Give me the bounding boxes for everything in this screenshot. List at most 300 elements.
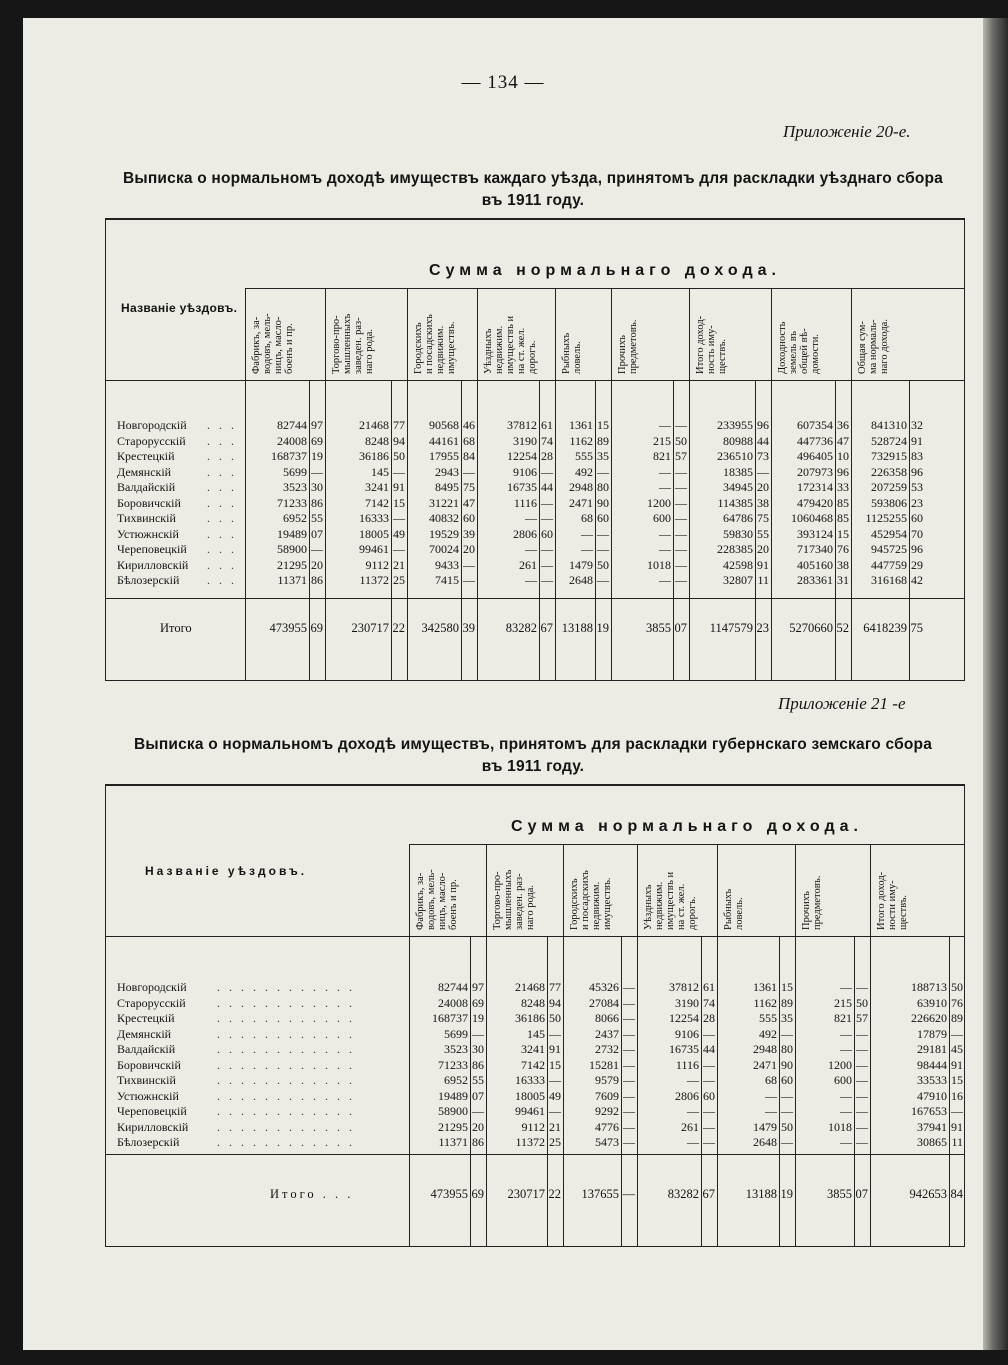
kopecks-value: 83	[911, 449, 923, 463]
rubles-value: —	[659, 480, 671, 494]
kopecks-value: 11	[757, 573, 769, 587]
page-number: — 134 —	[461, 72, 545, 93]
rubles-value: 841310	[871, 418, 907, 432]
kopecks-value: 15	[837, 526, 849, 541]
rubles-value: 236510	[717, 449, 753, 463]
rubles-value: 40832	[429, 511, 459, 525]
rubles-value: —	[659, 542, 671, 556]
kopecks-value: —	[623, 1057, 635, 1072]
rubles-value: —	[581, 542, 593, 556]
rubles-value: 168737	[432, 1011, 468, 1025]
kopecks-value: 60	[541, 526, 553, 541]
rubles-value: 24008	[277, 433, 307, 448]
kopecks-value: 50	[856, 995, 868, 1010]
rubles-value: —	[659, 464, 671, 479]
kopecks-value: —	[856, 1073, 868, 1087]
kopecks-value: 74	[703, 995, 715, 1010]
kopecks-value: 25	[393, 573, 405, 587]
leader-dots: . . .	[207, 418, 237, 432]
kopecks-value: 16	[951, 1088, 963, 1103]
district-name: Череповецкiй	[117, 1104, 187, 1118]
leader-dots: . . .	[207, 449, 237, 463]
kopecks-value: 35	[597, 449, 609, 463]
total-rule	[105, 598, 965, 599]
rubles-value: 11372	[515, 1135, 545, 1149]
rubles-value: 9106	[513, 464, 537, 479]
rubles-value: 145	[527, 1026, 545, 1041]
rubles-value: —	[840, 1135, 852, 1149]
appendix-20-label: Приложенiе 20-е.	[783, 122, 911, 141]
kopecks-value: 15	[951, 1073, 963, 1087]
leader-dots: . . .	[207, 526, 237, 541]
rubles-value: 37812	[507, 418, 537, 432]
table-row	[105, 1011, 965, 1025]
kopecks-value: 28	[703, 1011, 715, 1025]
table-row	[105, 558, 965, 572]
kopecks-value: —	[703, 1135, 715, 1149]
kopecks-value: 94	[393, 433, 405, 448]
leader-dots: . . . . . . . . . . . .	[217, 1088, 355, 1103]
rubles-value: 3523	[283, 480, 307, 494]
kopecks-value: —	[781, 1026, 793, 1041]
table-row	[105, 449, 965, 463]
rubles-value: 226620	[911, 1011, 947, 1025]
rubles-value: 114385	[717, 495, 753, 510]
kopecks-value: 84	[950, 1187, 963, 1201]
table-row	[105, 542, 965, 556]
kopecks-value: —	[463, 557, 475, 572]
kopecks-value: 97	[311, 418, 323, 432]
leader-dots: . . .	[207, 511, 237, 525]
kopecks-value: 20	[757, 480, 769, 494]
table-bottom-rule	[105, 680, 965, 681]
rubles-value: 283361	[797, 573, 833, 587]
rubles-value: 1147579	[709, 621, 753, 635]
table-row	[105, 1120, 965, 1134]
rubles-value: 261	[681, 1119, 699, 1134]
kopecks-value: 22	[548, 1187, 561, 1201]
rubles-value: 2437	[595, 1026, 619, 1041]
rubles-value: 1162	[753, 995, 777, 1010]
column-header: Городскихъ и посадскихъ недвижим. имуществъ.	[569, 870, 613, 930]
column-header: Уѣздныхъ недвижим. имуществъ и на ст. жел. дорогъ.	[483, 315, 538, 374]
sum-title: Сумма нормальнаго дохода.	[511, 818, 863, 835]
table-total-row	[105, 621, 965, 635]
kopecks-value: 91	[911, 433, 923, 448]
rubles-value: 5699	[283, 464, 307, 479]
kopecks-value: 85	[837, 511, 849, 525]
kopecks-value: 86	[472, 1135, 484, 1149]
sum-title: Сумма нормальнаго дохода.	[429, 262, 781, 279]
table-row	[105, 1089, 965, 1103]
rubles-value: —	[765, 1088, 777, 1103]
table-row	[105, 527, 965, 541]
rubles-value: 33533	[917, 1073, 947, 1087]
kopecks-value: 29	[911, 557, 923, 572]
rubles-value: 30865	[917, 1135, 947, 1149]
kopecks-value: 97	[472, 980, 484, 994]
kopecks-value: —	[703, 1104, 715, 1118]
document-page	[23, 18, 983, 1350]
kopecks-value: 69	[311, 433, 323, 448]
rubles-value: 1479	[753, 1119, 777, 1134]
kopecks-value: 69	[310, 621, 323, 635]
rubles-value: 1125255	[865, 511, 907, 525]
district-name: Кирилловскiй	[117, 557, 189, 572]
kopecks-value: —	[856, 1088, 868, 1103]
kopecks-value: 20	[757, 542, 769, 556]
rubles-value: 145	[371, 464, 389, 479]
kopecks-value: 50	[781, 1119, 793, 1134]
kopecks-value: 96	[757, 418, 769, 432]
district-name: Тихвинскiй	[117, 1073, 176, 1087]
book-spine	[983, 18, 1008, 1350]
kopecks-value: 73	[757, 449, 769, 463]
rubles-value: 168737	[271, 449, 307, 463]
district-name: Демянскiй	[117, 464, 172, 479]
rubles-value: 9579	[595, 1073, 619, 1087]
rubles-value: 68	[765, 1073, 777, 1087]
rubles-value: 593806	[871, 495, 907, 510]
kopecks-value: 45	[951, 1042, 963, 1056]
rubles-value: 393124	[797, 526, 833, 541]
kopecks-value: —	[856, 980, 868, 994]
rubles-value: 2806	[675, 1088, 699, 1103]
district-name: Старорусскiй	[117, 995, 186, 1010]
kopecks-value: 91	[951, 1119, 963, 1134]
rubles-value: 17879	[917, 1026, 947, 1041]
rubles-value: 3190	[513, 433, 537, 448]
rubles-value: 63910	[917, 995, 947, 1010]
rubles-value: 29181	[917, 1042, 947, 1056]
rubles-value: 732915	[871, 449, 907, 463]
leader-dots: . . .	[207, 464, 237, 479]
kopecks-value: —	[311, 464, 323, 479]
kopecks-value: 23	[911, 495, 923, 510]
district-name: Валдайскiй	[117, 480, 176, 494]
table-bottom-rule	[105, 1246, 965, 1247]
leader-dots: . . . . . . . . . . . .	[217, 1011, 355, 1025]
kopecks-value: 15	[393, 495, 405, 510]
kopecks-value: —	[675, 418, 687, 432]
kopecks-value: —	[675, 542, 687, 556]
table-row	[105, 1058, 965, 1072]
kopecks-value: 96	[911, 464, 923, 479]
rubles-value: 36186	[515, 1011, 545, 1025]
rubles-value: 47910	[917, 1088, 947, 1103]
kopecks-value: —	[781, 1088, 793, 1103]
rubles-value: 1018	[828, 1119, 852, 1134]
district-name: Боровичскiй	[117, 495, 181, 510]
kopecks-value: —	[623, 1042, 635, 1056]
rubles-value: 405160	[797, 557, 833, 572]
rubles-value: 12254	[669, 1011, 699, 1025]
rubles-value: 31221	[429, 495, 459, 510]
table21-title-line2: въ 1911 году.	[481, 758, 585, 775]
rubles-value: 32807	[723, 573, 753, 587]
rubles-value: 9433	[435, 557, 459, 572]
rubles-value: 83282	[667, 1187, 699, 1201]
rubles-value: 5270660	[789, 621, 833, 635]
kopecks-value: —	[463, 464, 475, 479]
table20-title-line2: въ 1911 году.	[481, 192, 585, 209]
kopecks-value: —	[623, 1026, 635, 1041]
district-name: Старорусскiй	[117, 433, 186, 448]
kopecks-value: 75	[463, 480, 475, 494]
kopecks-value: 57	[856, 1011, 868, 1025]
kopecks-value: —	[703, 1119, 715, 1134]
kopecks-value: —	[675, 526, 687, 541]
rubles-value: 42598	[723, 557, 753, 572]
rubles-value: —	[840, 1088, 852, 1103]
rubles-value: 8066	[595, 1011, 619, 1025]
kopecks-value: 52	[836, 621, 849, 635]
kopecks-value: 07	[311, 526, 323, 541]
table-row	[105, 496, 965, 510]
kopecks-value: 20	[311, 557, 323, 572]
rubles-value: 19529	[429, 526, 459, 541]
rubles-value: 2943	[435, 464, 459, 479]
rubles-value: 555	[575, 449, 593, 463]
table-appendix-21	[105, 784, 965, 1224]
rubles-value: 230717	[351, 621, 389, 635]
column-header: Городскихъ и посадскихъ недвижим. имуществъ.	[413, 314, 457, 374]
leader-dots: . . .	[207, 557, 237, 572]
kopecks-value: 80	[781, 1042, 793, 1056]
kopecks-value: 55	[472, 1073, 484, 1087]
rubles-value: 528724	[871, 433, 907, 448]
leader-dots: . . . . . . . . . . . .	[217, 1104, 355, 1118]
table-top-rule	[105, 218, 965, 220]
rubles-value: 717340	[797, 542, 833, 556]
rubles-value: 1361	[569, 418, 593, 432]
total-rule	[105, 1154, 965, 1155]
table-row	[105, 1027, 965, 1041]
rubles-value: 5699	[444, 1026, 468, 1041]
rubles-value: 447759	[871, 557, 907, 572]
rubles-value: 607354	[797, 418, 833, 432]
rubles-value: 58900	[438, 1104, 468, 1118]
rubles-value: 9292	[595, 1104, 619, 1118]
rubles-value: 83282	[505, 621, 537, 635]
kopecks-value: —	[541, 495, 553, 510]
rubles-value: 99461	[515, 1104, 545, 1118]
rubles-value: —	[840, 980, 852, 994]
kopecks-value: —	[675, 480, 687, 494]
kopecks-value: —	[311, 542, 323, 556]
rubles-value: 2732	[595, 1042, 619, 1056]
kopecks-value: 15	[597, 418, 609, 432]
kopecks-value: 15	[781, 980, 793, 994]
rubles-value: 473955	[430, 1187, 468, 1201]
rubles-value: 7415	[435, 573, 459, 587]
kopecks-value: 50	[675, 433, 687, 448]
rubles-value: —	[525, 511, 537, 525]
kopecks-value: 60	[911, 511, 923, 525]
leader-dots: . . . . . . . . . . . .	[217, 1073, 355, 1087]
district-name: Устюжнскiй	[117, 526, 179, 541]
kopecks-value: 89	[951, 1011, 963, 1025]
rubles-value: 21468	[359, 418, 389, 432]
rubles-value: 3241	[521, 1042, 545, 1056]
kopecks-value: 25	[549, 1135, 561, 1149]
rubles-value: 1361	[753, 980, 777, 994]
kopecks-value: 28	[541, 449, 553, 463]
kopecks-value: 69	[472, 995, 484, 1010]
kopecks-value: 15	[549, 1057, 561, 1072]
rubles-value: 11372	[359, 573, 389, 587]
district-name: Новгородскiй	[117, 980, 187, 994]
rubles-value: 71233	[438, 1057, 468, 1072]
kopecks-value: —	[541, 573, 553, 587]
kopecks-value: 46	[463, 418, 475, 432]
rubles-value: 6418239	[863, 621, 907, 635]
kopecks-value: —	[856, 1135, 868, 1149]
kopecks-value: —	[393, 511, 405, 525]
sum-header-rule	[245, 288, 965, 289]
table-row	[105, 1104, 965, 1118]
rubles-value: 82744	[438, 980, 468, 994]
table-row	[105, 573, 965, 587]
kopecks-value: 67	[702, 1187, 715, 1201]
rubles-value: 68	[581, 511, 593, 525]
kopecks-value: 75	[757, 511, 769, 525]
kopecks-value: 38	[757, 495, 769, 510]
rubles-value: 24008	[438, 995, 468, 1010]
kopecks-value: —	[856, 1104, 868, 1118]
kopecks-value: 21	[393, 557, 405, 572]
kopecks-value: 19	[311, 449, 323, 463]
column-header: Торгово-про- мышленныхъ заведен. раз- наго рода.	[492, 869, 536, 930]
kopecks-value: 50	[549, 1011, 561, 1025]
rubles-value: 2471	[753, 1057, 777, 1072]
kopecks-value: 19	[472, 1011, 484, 1025]
kopecks-value: 49	[393, 526, 405, 541]
rubles-value: 18005	[515, 1088, 545, 1103]
kopecks-value: 84	[463, 449, 475, 463]
kopecks-value: 55	[757, 526, 769, 541]
kopecks-value: 42	[911, 573, 923, 587]
kopecks-value: 39	[463, 526, 475, 541]
rubles-value: 452954	[871, 526, 907, 541]
name-column-header: Названiе уѣздовъ.	[121, 301, 238, 315]
rubles-value: 37812	[669, 980, 699, 994]
rubles-value: 19489	[438, 1088, 468, 1103]
kopecks-value: 91	[951, 1057, 963, 1072]
rubles-value: —	[840, 1104, 852, 1118]
rubles-value: 9112	[365, 557, 389, 572]
rubles-value: —	[840, 1026, 852, 1041]
rubles-value: 167653	[911, 1104, 947, 1118]
kopecks-value: 44	[541, 480, 553, 494]
kopecks-value: 19	[596, 621, 609, 635]
kopecks-value: —	[597, 526, 609, 541]
kopecks-value: 55	[311, 511, 323, 525]
kopecks-value: —	[757, 464, 769, 479]
rubles-value: 16333	[359, 511, 389, 525]
header-bottom-rule	[105, 936, 965, 937]
leader-dots: . . . . . . . . . . . .	[217, 1119, 355, 1134]
kopecks-value: —	[622, 1187, 635, 1201]
total-label: Итого . . .	[270, 1187, 354, 1201]
kopecks-value: —	[675, 464, 687, 479]
rubles-value: 230717	[507, 1187, 545, 1201]
column-header: Прочихъ предметовъ.	[617, 319, 639, 374]
kopecks-value: —	[549, 1026, 561, 1041]
rubles-value: —	[687, 1073, 699, 1087]
rubles-value: 1479	[569, 557, 593, 572]
kopecks-value: —	[623, 1073, 635, 1087]
rubles-value: 207973	[797, 464, 833, 479]
kopecks-value: 91	[757, 557, 769, 572]
table-row	[105, 1135, 965, 1149]
kopecks-value: 47	[837, 433, 849, 448]
rubles-value: 188713	[911, 980, 947, 994]
kopecks-value: 50	[393, 449, 405, 463]
kopecks-value: —	[549, 1073, 561, 1087]
rubles-value: 7142	[521, 1057, 545, 1072]
kopecks-value: 60	[781, 1073, 793, 1087]
kopecks-value: —	[856, 1026, 868, 1041]
kopecks-value: 77	[393, 418, 405, 432]
column-header: Итого доход- ность иму- ществъ.	[695, 315, 728, 374]
kopecks-value: 80	[597, 480, 609, 494]
column-header: Итого доход- ности иму- ществъ.	[876, 871, 909, 930]
rubles-value: 4776	[595, 1119, 619, 1134]
rubles-value: 2948	[753, 1042, 777, 1056]
kopecks-value: 90	[781, 1057, 793, 1072]
rubles-value: 1116	[675, 1057, 699, 1072]
kopecks-value: —	[703, 1073, 715, 1087]
rubles-value: 5473	[595, 1135, 619, 1149]
kopecks-value: 76	[951, 995, 963, 1010]
rubles-value: 13188	[745, 1187, 777, 1201]
kopecks-value: —	[472, 1104, 484, 1118]
rubles-value: —	[659, 573, 671, 587]
table21-title-line1: Выписка о нормальномъ доходѣ имуществъ, принятомъ для раскладки губернскаго земскаго сбора	[133, 736, 933, 753]
rubles-value: 6952	[283, 511, 307, 525]
rubles-value: 2648	[569, 573, 593, 587]
rubles-value: 496405	[797, 449, 833, 463]
appendix-21-label: Приложенiе 21 -е	[778, 694, 906, 713]
rubles-value: 99461	[359, 542, 389, 556]
table-row	[105, 1073, 965, 1087]
rubles-value: 3241	[365, 480, 389, 494]
rubles-value: 600	[653, 511, 671, 525]
column-header: Фабрикъ, за- водовъ, мель- ницъ, масло- боенъ и пр.	[251, 313, 295, 374]
kopecks-value: 86	[311, 573, 323, 587]
rubles-value: 27084	[589, 995, 619, 1010]
rubles-value: 1200	[647, 495, 671, 510]
kopecks-value: 91	[393, 480, 405, 494]
column-header: Рыбныхъ ловель.	[561, 332, 583, 374]
rubles-value: 71233	[277, 495, 307, 510]
district-name: Кирилловскiй	[117, 1119, 189, 1134]
kopecks-value: —	[393, 464, 405, 479]
leader-dots: . . . . . . . . . . . .	[217, 1042, 355, 1056]
kopecks-value: 32	[911, 418, 923, 432]
kopecks-value: 86	[311, 495, 323, 510]
kopecks-value: —	[463, 573, 475, 587]
rubles-value: 21295	[438, 1119, 468, 1134]
kopecks-value: 30	[311, 480, 323, 494]
table-row	[105, 418, 965, 432]
column-header: Рыбныхъ ловель.	[723, 888, 745, 930]
rubles-value: 16735	[669, 1042, 699, 1056]
kopecks-value: 10	[837, 449, 849, 463]
rubles-value: 11371	[277, 573, 307, 587]
kopecks-value: 76	[837, 542, 849, 556]
